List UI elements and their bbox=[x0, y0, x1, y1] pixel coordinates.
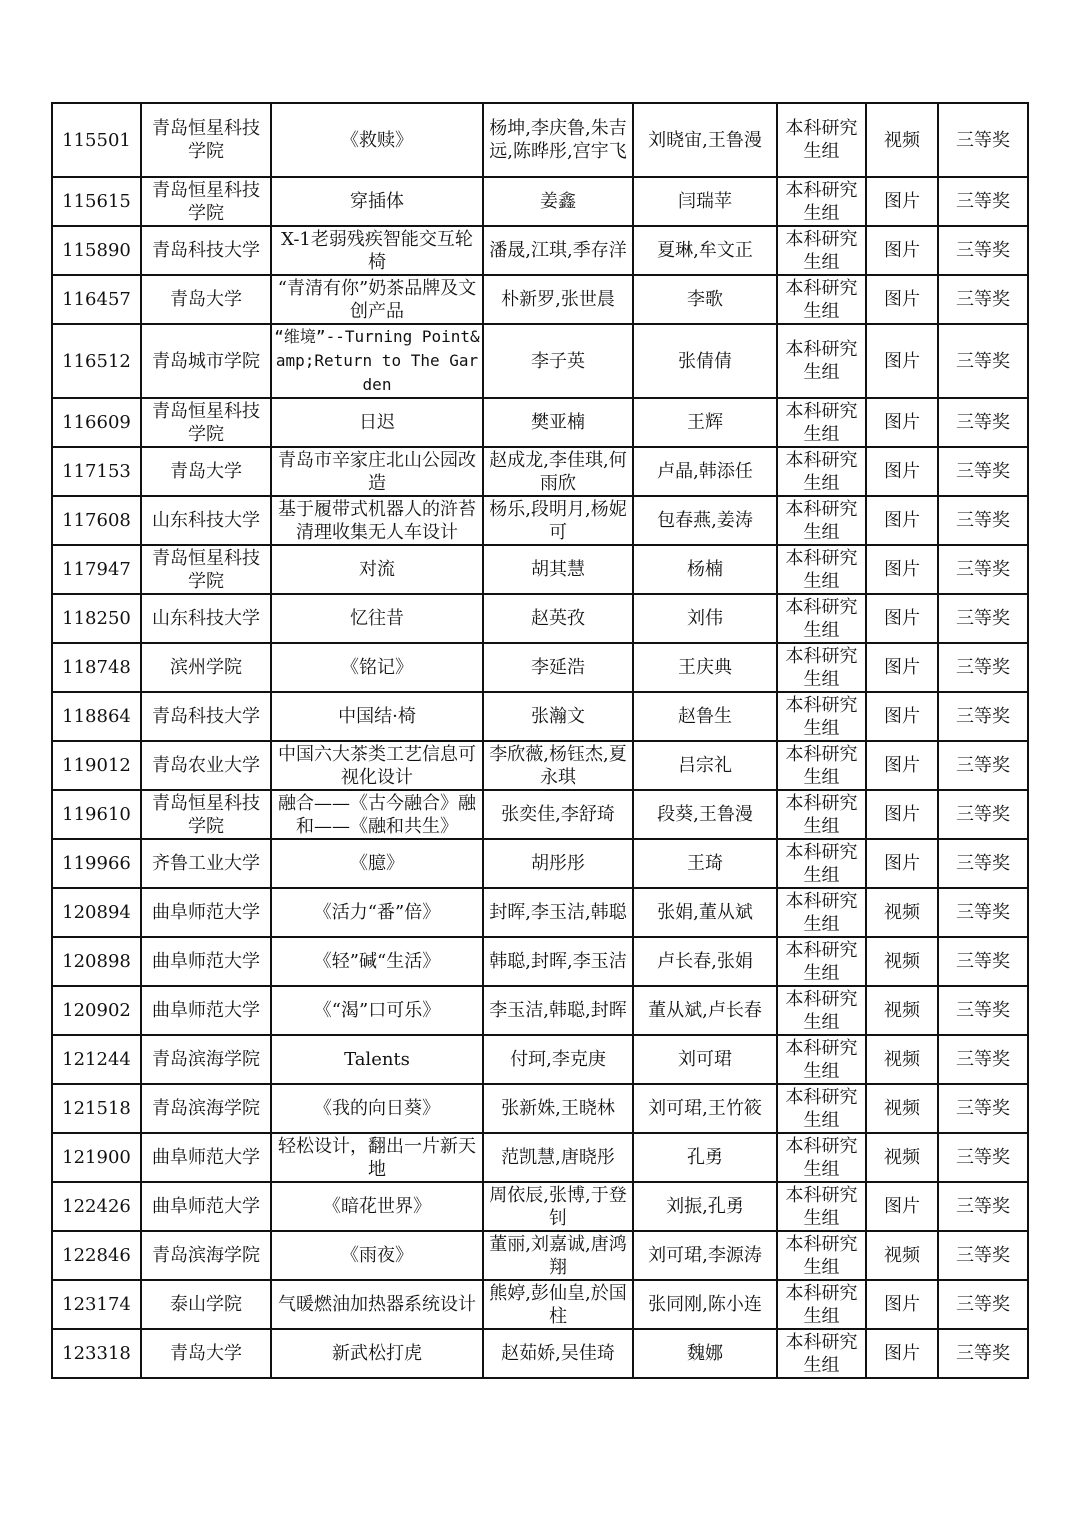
group-cell: 本科研究生组 bbox=[777, 888, 866, 937]
media-type-cell: 图片 bbox=[866, 741, 938, 790]
award-cell: 三等奖 bbox=[938, 447, 1028, 496]
entry-id-cell: 115890 bbox=[52, 226, 141, 275]
entry-id-cell: 123174 bbox=[52, 1280, 141, 1329]
award-cell: 三等奖 bbox=[938, 1329, 1028, 1378]
work-title-cell: 新武松打虎 bbox=[271, 1329, 483, 1378]
entry-id-cell: 118250 bbox=[52, 594, 141, 643]
school-cell: 青岛科技大学 bbox=[141, 226, 271, 275]
authors-cell: 赵成龙,李佳琪,何雨欣 bbox=[483, 447, 633, 496]
group-cell: 本科研究生组 bbox=[777, 447, 866, 496]
table-row bbox=[52, 692, 1028, 741]
advisors-cell: 刘可珺,王竹筱 bbox=[633, 1084, 777, 1133]
award-cell: 三等奖 bbox=[938, 986, 1028, 1035]
authors-cell: 付珂,李克庚 bbox=[483, 1035, 633, 1084]
media-type-cell: 视频 bbox=[866, 1231, 938, 1280]
advisors-cell: 李歌 bbox=[633, 275, 777, 324]
table-row bbox=[52, 594, 1028, 643]
authors-cell: 杨乐,段明月,杨妮可 bbox=[483, 496, 633, 545]
school-cell: 曲阜师范大学 bbox=[141, 1133, 271, 1182]
entry-id-cell: 117608 bbox=[52, 496, 141, 545]
advisors-cell: 王琦 bbox=[633, 839, 777, 888]
entry-id-cell: 120902 bbox=[52, 986, 141, 1035]
school-cell: 青岛滨海学院 bbox=[141, 1231, 271, 1280]
work-title-cell: 《铭记》 bbox=[271, 643, 483, 692]
entry-id-cell: 121900 bbox=[52, 1133, 141, 1182]
table-body bbox=[52, 103, 1028, 1378]
authors-cell: 张新姝,王晓林 bbox=[483, 1084, 633, 1133]
award-cell: 三等奖 bbox=[938, 741, 1028, 790]
authors-cell: 范凯慧,唐晓彤 bbox=[483, 1133, 633, 1182]
table-row bbox=[52, 226, 1028, 275]
authors-cell: 熊婷,彭仙皇,於国柱 bbox=[483, 1280, 633, 1329]
award-cell: 三等奖 bbox=[938, 275, 1028, 324]
award-cell: 三等奖 bbox=[938, 103, 1028, 177]
group-cell: 本科研究生组 bbox=[777, 177, 866, 226]
award-cell: 三等奖 bbox=[938, 1280, 1028, 1329]
work-title-cell: 中国六大茶类工艺信息可视化设计 bbox=[271, 741, 483, 790]
work-title-cell: 忆往昔 bbox=[271, 594, 483, 643]
work-title-cell: 《救赎》 bbox=[271, 103, 483, 177]
advisors-cell: 张娟,董从斌 bbox=[633, 888, 777, 937]
authors-cell: 姜鑫 bbox=[483, 177, 633, 226]
award-cell: 三等奖 bbox=[938, 937, 1028, 986]
table-row bbox=[52, 643, 1028, 692]
work-title-cell: 青岛市辛家庄北山公园改造 bbox=[271, 447, 483, 496]
group-cell: 本科研究生组 bbox=[777, 1084, 866, 1133]
table-row bbox=[52, 1084, 1028, 1133]
media-type-cell: 图片 bbox=[866, 790, 938, 839]
authors-cell: 潘晟,江琪,季存洋 bbox=[483, 226, 633, 275]
table-row bbox=[52, 103, 1028, 177]
school-cell: 齐鲁工业大学 bbox=[141, 839, 271, 888]
entry-id-cell: 117153 bbox=[52, 447, 141, 496]
advisors-cell: 魏娜 bbox=[633, 1329, 777, 1378]
media-type-cell: 视频 bbox=[866, 1084, 938, 1133]
entry-id-cell: 116609 bbox=[52, 398, 141, 447]
entry-id-cell: 115615 bbox=[52, 177, 141, 226]
entry-id-cell: 115501 bbox=[52, 103, 141, 177]
table-row bbox=[52, 888, 1028, 937]
entry-id-cell: 117947 bbox=[52, 545, 141, 594]
authors-cell: 韩聪,封晖,李玉洁 bbox=[483, 937, 633, 986]
advisors-cell: 刘晓宙,王鲁漫 bbox=[633, 103, 777, 177]
authors-cell: 周依辰,张博,于登钊 bbox=[483, 1182, 633, 1231]
school-cell: 青岛城市学院 bbox=[141, 324, 271, 398]
group-cell: 本科研究生组 bbox=[777, 226, 866, 275]
group-cell: 本科研究生组 bbox=[777, 643, 866, 692]
entry-id-cell: 119966 bbox=[52, 839, 141, 888]
school-cell: 曲阜师范大学 bbox=[141, 888, 271, 937]
work-title-cell: 《“渴”口可乐》 bbox=[271, 986, 483, 1035]
table-row bbox=[52, 1133, 1028, 1182]
group-cell: 本科研究生组 bbox=[777, 839, 866, 888]
table-row bbox=[52, 496, 1028, 545]
award-cell: 三等奖 bbox=[938, 643, 1028, 692]
school-cell: 青岛恒星科技学院 bbox=[141, 103, 271, 177]
entry-id-cell: 122846 bbox=[52, 1231, 141, 1280]
entry-id-cell: 118864 bbox=[52, 692, 141, 741]
table-row bbox=[52, 398, 1028, 447]
advisors-cell: 刘可珺,李源涛 bbox=[633, 1231, 777, 1280]
advisors-cell: 张同刚,陈小连 bbox=[633, 1280, 777, 1329]
media-type-cell: 图片 bbox=[866, 447, 938, 496]
entry-id-cell: 116512 bbox=[52, 324, 141, 398]
media-type-cell: 图片 bbox=[866, 1329, 938, 1378]
school-cell: 青岛农业大学 bbox=[141, 741, 271, 790]
school-cell: 曲阜师范大学 bbox=[141, 986, 271, 1035]
authors-cell: 张奕佳,李舒琦 bbox=[483, 790, 633, 839]
work-title-cell: “青清有你”奶茶品牌及文创产品 bbox=[271, 275, 483, 324]
award-cell: 三等奖 bbox=[938, 177, 1028, 226]
media-type-cell: 图片 bbox=[866, 398, 938, 447]
authors-cell: 李延浩 bbox=[483, 643, 633, 692]
group-cell: 本科研究生组 bbox=[777, 1329, 866, 1378]
table-row bbox=[52, 937, 1028, 986]
award-cell: 三等奖 bbox=[938, 692, 1028, 741]
group-cell: 本科研究生组 bbox=[777, 1182, 866, 1231]
work-title-cell: 《活力“番”倍》 bbox=[271, 888, 483, 937]
table-row bbox=[52, 790, 1028, 839]
school-cell: 青岛恒星科技学院 bbox=[141, 545, 271, 594]
authors-cell: 封晖,李玉洁,韩聪 bbox=[483, 888, 633, 937]
awards-table bbox=[51, 102, 1029, 1379]
media-type-cell: 图片 bbox=[866, 1280, 938, 1329]
group-cell: 本科研究生组 bbox=[777, 103, 866, 177]
entry-id-cell: 121244 bbox=[52, 1035, 141, 1084]
work-title-cell: 《我的向日葵》 bbox=[271, 1084, 483, 1133]
advisors-cell: 刘可珺 bbox=[633, 1035, 777, 1084]
award-cell: 三等奖 bbox=[938, 1182, 1028, 1231]
group-cell: 本科研究生组 bbox=[777, 1035, 866, 1084]
advisors-cell: 卢长春,张娟 bbox=[633, 937, 777, 986]
award-cell: 三等奖 bbox=[938, 1035, 1028, 1084]
authors-cell: 朴新罗,张世晨 bbox=[483, 275, 633, 324]
media-type-cell: 图片 bbox=[866, 1182, 938, 1231]
media-type-cell: 视频 bbox=[866, 1035, 938, 1084]
group-cell: 本科研究生组 bbox=[777, 937, 866, 986]
authors-cell: 胡其慧 bbox=[483, 545, 633, 594]
school-cell: 山东科技大学 bbox=[141, 594, 271, 643]
school-cell: 青岛恒星科技学院 bbox=[141, 790, 271, 839]
media-type-cell: 图片 bbox=[866, 839, 938, 888]
work-title-cell: 轻松设计，翻出一片新天地 bbox=[271, 1133, 483, 1182]
media-type-cell: 图片 bbox=[866, 594, 938, 643]
group-cell: 本科研究生组 bbox=[777, 275, 866, 324]
entry-id-cell: 120894 bbox=[52, 888, 141, 937]
school-cell: 青岛恒星科技学院 bbox=[141, 177, 271, 226]
entry-id-cell: 120898 bbox=[52, 937, 141, 986]
group-cell: 本科研究生组 bbox=[777, 1280, 866, 1329]
media-type-cell: 图片 bbox=[866, 324, 938, 398]
table-row bbox=[52, 1035, 1028, 1084]
table-row bbox=[52, 1329, 1028, 1378]
group-cell: 本科研究生组 bbox=[777, 545, 866, 594]
advisors-cell: 王辉 bbox=[633, 398, 777, 447]
work-title-cell: 《臆》 bbox=[271, 839, 483, 888]
group-cell: 本科研究生组 bbox=[777, 1231, 866, 1280]
work-title-cell: 基于履带式机器人的浒苔清理收集无人车设计 bbox=[271, 496, 483, 545]
entry-id-cell: 119012 bbox=[52, 741, 141, 790]
authors-cell: 杨坤,李庆鲁,朱吉远,陈晔彤,宫宇飞 bbox=[483, 103, 633, 177]
award-cell: 三等奖 bbox=[938, 1084, 1028, 1133]
advisors-cell: 张倩倩 bbox=[633, 324, 777, 398]
award-cell: 三等奖 bbox=[938, 1231, 1028, 1280]
advisors-cell: 孔勇 bbox=[633, 1133, 777, 1182]
media-type-cell: 图片 bbox=[866, 177, 938, 226]
work-title-cell: 穿插体 bbox=[271, 177, 483, 226]
advisors-cell: 董从斌,卢长春 bbox=[633, 986, 777, 1035]
advisors-cell: 刘伟 bbox=[633, 594, 777, 643]
advisors-cell: 包春燕,姜涛 bbox=[633, 496, 777, 545]
table-row bbox=[52, 324, 1028, 398]
media-type-cell: 图片 bbox=[866, 496, 938, 545]
work-title-cell: 对流 bbox=[271, 545, 483, 594]
entry-id-cell: 118748 bbox=[52, 643, 141, 692]
authors-cell: 张瀚文 bbox=[483, 692, 633, 741]
entry-id-cell: 121518 bbox=[52, 1084, 141, 1133]
authors-cell: 李欣薇,杨钰杰,夏永琪 bbox=[483, 741, 633, 790]
advisors-cell: 赵鲁生 bbox=[633, 692, 777, 741]
school-cell: 青岛大学 bbox=[141, 1329, 271, 1378]
group-cell: 本科研究生组 bbox=[777, 496, 866, 545]
school-cell: 青岛滨海学院 bbox=[141, 1035, 271, 1084]
advisors-cell: 卢晶,韩添任 bbox=[633, 447, 777, 496]
school-cell: 青岛恒星科技学院 bbox=[141, 398, 271, 447]
award-cell: 三等奖 bbox=[938, 839, 1028, 888]
advisors-cell: 段葵,王鲁漫 bbox=[633, 790, 777, 839]
award-cell: 三等奖 bbox=[938, 545, 1028, 594]
table-row bbox=[52, 839, 1028, 888]
authors-cell: 董丽,刘嘉诚,唐鸿翔 bbox=[483, 1231, 633, 1280]
media-type-cell: 视频 bbox=[866, 937, 938, 986]
school-cell: 滨州学院 bbox=[141, 643, 271, 692]
award-cell: 三等奖 bbox=[938, 790, 1028, 839]
media-type-cell: 图片 bbox=[866, 275, 938, 324]
group-cell: 本科研究生组 bbox=[777, 790, 866, 839]
advisors-cell: 刘振,孔勇 bbox=[633, 1182, 777, 1231]
authors-cell: 樊亚楠 bbox=[483, 398, 633, 447]
media-type-cell: 视频 bbox=[866, 986, 938, 1035]
entry-id-cell: 119610 bbox=[52, 790, 141, 839]
table-row bbox=[52, 275, 1028, 324]
work-title-cell: X-1老弱残疾智能交互轮椅 bbox=[271, 226, 483, 275]
table-row bbox=[52, 545, 1028, 594]
authors-cell: 李子英 bbox=[483, 324, 633, 398]
award-cell: 三等奖 bbox=[938, 226, 1028, 275]
table-row bbox=[52, 177, 1028, 226]
school-cell: 青岛滨海学院 bbox=[141, 1084, 271, 1133]
work-title-cell: 日迟 bbox=[271, 398, 483, 447]
group-cell: 本科研究生组 bbox=[777, 741, 866, 790]
work-title-cell: 气暖燃油加热器系统设计 bbox=[271, 1280, 483, 1329]
media-type-cell: 图片 bbox=[866, 226, 938, 275]
school-cell: 泰山学院 bbox=[141, 1280, 271, 1329]
school-cell: 曲阜师范大学 bbox=[141, 1182, 271, 1231]
award-cell: 三等奖 bbox=[938, 594, 1028, 643]
work-title-cell: 《雨夜》 bbox=[271, 1231, 483, 1280]
school-cell: 青岛科技大学 bbox=[141, 692, 271, 741]
authors-cell: 赵英孜 bbox=[483, 594, 633, 643]
entry-id-cell: 123318 bbox=[52, 1329, 141, 1378]
group-cell: 本科研究生组 bbox=[777, 324, 866, 398]
entry-id-cell: 116457 bbox=[52, 275, 141, 324]
school-cell: 青岛大学 bbox=[141, 275, 271, 324]
group-cell: 本科研究生组 bbox=[777, 692, 866, 741]
table-row bbox=[52, 986, 1028, 1035]
group-cell: 本科研究生组 bbox=[777, 1133, 866, 1182]
group-cell: 本科研究生组 bbox=[777, 594, 866, 643]
work-title-cell: 融合——《古今融合》融和——《融和共生》 bbox=[271, 790, 483, 839]
media-type-cell: 图片 bbox=[866, 643, 938, 692]
media-type-cell: 图片 bbox=[866, 545, 938, 594]
table-row bbox=[52, 1182, 1028, 1231]
table-row bbox=[52, 1231, 1028, 1280]
group-cell: 本科研究生组 bbox=[777, 986, 866, 1035]
advisors-cell: 夏琳,牟文正 bbox=[633, 226, 777, 275]
entry-id-cell: 122426 bbox=[52, 1182, 141, 1231]
authors-cell: 胡彤彤 bbox=[483, 839, 633, 888]
authors-cell: 李玉洁,韩聪,封晖 bbox=[483, 986, 633, 1035]
media-type-cell: 视频 bbox=[866, 103, 938, 177]
school-cell: 青岛大学 bbox=[141, 447, 271, 496]
advisors-cell: 王庆典 bbox=[633, 643, 777, 692]
media-type-cell: 图片 bbox=[866, 692, 938, 741]
table-row bbox=[52, 447, 1028, 496]
school-cell: 山东科技大学 bbox=[141, 496, 271, 545]
school-cell: 曲阜师范大学 bbox=[141, 937, 271, 986]
work-title-cell: Talents bbox=[271, 1035, 483, 1084]
media-type-cell: 视频 bbox=[866, 1133, 938, 1182]
authors-cell: 赵茹娇,吴佳琦 bbox=[483, 1329, 633, 1378]
table-row bbox=[52, 741, 1028, 790]
work-title-cell: 《暗花世界》 bbox=[271, 1182, 483, 1231]
advisors-cell: 吕宗礼 bbox=[633, 741, 777, 790]
award-cell: 三等奖 bbox=[938, 888, 1028, 937]
work-title-cell: 《轻”碱“生活》 bbox=[271, 937, 483, 986]
media-type-cell: 视频 bbox=[866, 888, 938, 937]
group-cell: 本科研究生组 bbox=[777, 398, 866, 447]
advisors-cell: 杨楠 bbox=[633, 545, 777, 594]
award-cell: 三等奖 bbox=[938, 398, 1028, 447]
award-cell: 三等奖 bbox=[938, 496, 1028, 545]
work-title-cell: “维境”--Turning Point&amp;Return to The Garden bbox=[271, 324, 483, 398]
work-title-cell: 中国结·椅 bbox=[271, 692, 483, 741]
award-cell: 三等奖 bbox=[938, 324, 1028, 398]
advisors-cell: 闫瑞苹 bbox=[633, 177, 777, 226]
table-row bbox=[52, 1280, 1028, 1329]
award-cell: 三等奖 bbox=[938, 1133, 1028, 1182]
